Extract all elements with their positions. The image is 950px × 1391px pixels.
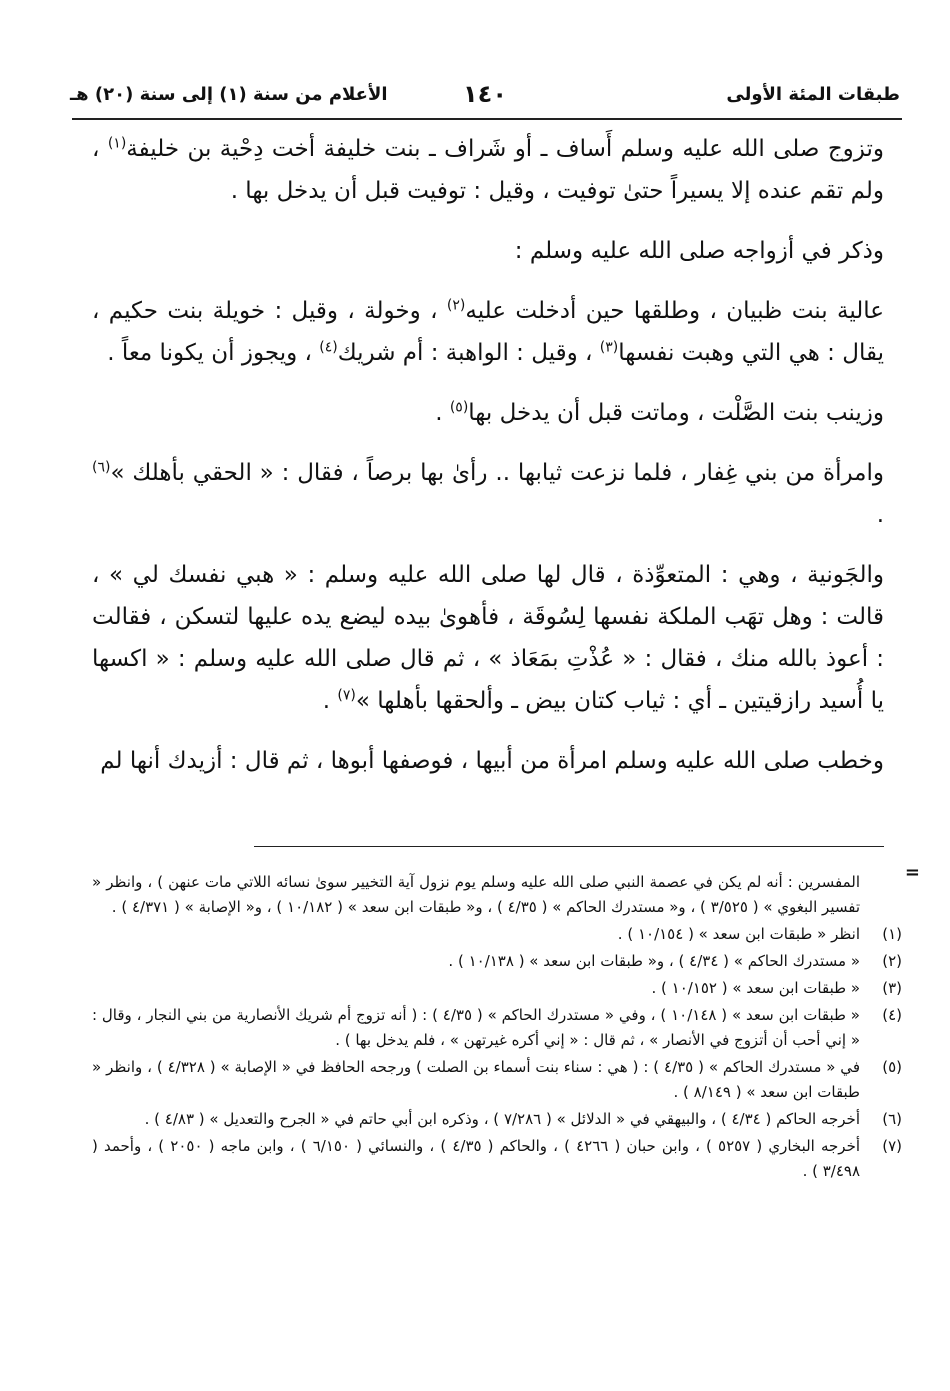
footnote-ref: (٤) bbox=[319, 339, 338, 356]
footnote-ref: (٦) bbox=[92, 459, 111, 476]
footnote-text: « طبقات ابن سعد » ( ١٠/١٥٢ ) . bbox=[651, 979, 860, 997]
footnote-text: أخرجه الحاكم ( ٤/٣٤ ) ، والبيهقي في « الدلائل » ( ٧/٢٨٦ ) ، وذكره ابن أبي حاتم في « الجرح والتعديل » ( ٤/٨٣ ) . bbox=[144, 1110, 860, 1128]
paragraph-text: ، وخولة ، وقيل : خويلة بنت حكيم ، يقال : هي التي وهبت نفسها bbox=[92, 298, 884, 366]
footnote-number: (٣) bbox=[882, 979, 902, 997]
paragraph bbox=[92, 230, 884, 272]
page-number: ١٤٠ bbox=[463, 80, 507, 108]
paragraph-text: والجَونية ، وهي : المتعوِّذة ، قال لها صلى الله عليه وسلم : « هبي نفسك لي » ، قالت : وهل تهَب الملكة نفسها لِسُوقَة ، فأهوىٰ بيده ليضع يده عليها لتسكن ، فقالت : أعوذ بالله منك ، فقال : « عُذْتِ بمَعَاذ » ، ثم قال صلى الله عليه وسلم : « اكسها يا أُسيد رازقيتين ـ أي : ثياب كتان بيض ـ وألحقها بأهلها » bbox=[92, 562, 884, 714]
footnote-ref: (٥) bbox=[449, 399, 469, 416]
footnote-ref: (٢) bbox=[446, 297, 466, 314]
footnote-text: « مستدرك الحاكم » ( ٤/٣٤ ) ، و« طبقات ابن سعد » ( ١٠/١٣٨ ) . bbox=[448, 952, 860, 970]
paragraph-text: ، ولم تقم عنده إلا يسيراً حتىٰ توفيت ، وقيل : توفيت قبل أن يدخل بها . bbox=[92, 136, 884, 204]
paragraph-text: وامرأة من بني غِفار ، فلما نزعت ثيابها .. رأىٰ بها برصاً ، فقال : « الحقي بأهلك » bbox=[110, 460, 884, 486]
footnote-number: (٦) bbox=[882, 1110, 902, 1128]
footnote-ref: (١) bbox=[107, 135, 127, 152]
paragraph bbox=[92, 554, 884, 722]
footnote bbox=[92, 1107, 902, 1132]
paragraph bbox=[92, 290, 884, 374]
footnote-text: « طبقات ابن سعد » ( ١٠/١٤٨ ) ، وفي « مستدرك الحاكم » ( ٤/٣٥ ) : ( أنه تزوج أم شريك الأنصارية من بني النجار ، وقال : « إني أحب أن أتزوج في الأنصار » ، ثم قال : « إني أكره غيرتهن » ، فلم يدخل بها ) . bbox=[92, 1006, 860, 1049]
continuation-mark: = bbox=[904, 862, 920, 883]
book-title: طبقات المئة الأولى bbox=[726, 84, 900, 105]
footnote-number: (١) bbox=[882, 925, 902, 943]
paragraph bbox=[92, 128, 884, 212]
paragraph-text: عالية بنت ظبيان ، وطلقها حين أدخلت عليه bbox=[465, 298, 885, 324]
footnote-number bbox=[860, 870, 902, 920]
main-text bbox=[92, 128, 884, 800]
paragraph-text: . bbox=[435, 400, 450, 426]
footnote bbox=[92, 1003, 902, 1053]
footnote bbox=[92, 1055, 902, 1105]
header-rule bbox=[72, 118, 902, 120]
footnote-separator bbox=[254, 846, 884, 847]
paragraph-text: ، وقيل : الواهبة : أم شريك bbox=[337, 340, 600, 366]
footnote-number: (٥) bbox=[882, 1058, 902, 1076]
footnote bbox=[92, 922, 902, 947]
paragraph-text: . bbox=[322, 688, 338, 714]
footnote-text: المفسرين : أنه لم يكن في عصمة النبي صلى الله عليه وسلم يوم نزول آية التخيير سوىٰ نسائه اللاتي مات عنهن ) ، وانظر « تفسير البغوي » ( ٣/٥٢٥ ) ، و« مستدرك الحاكم » ( ٤/٣٥ ) ، و« طبقات ابن سعد » ( ١٠/١٨٢ ) ، و« الإصابة » ( ٤/٣٧١ ) . bbox=[92, 873, 860, 916]
footnote bbox=[92, 870, 902, 920]
footnote-text: أخرجه البخاري ( ٥٢٥٧ ) ، وابن حبان ( ٤٢٦٦ ) ، والحاكم ( ٤/٣٥ ) ، والنسائي ( ٦/١٥٠ ) ، وابن ماجه ( ٢٠٥٠ ) ، وأحمد ( ٣/٤٩٨ ) . bbox=[92, 1137, 861, 1180]
footnote-ref: (٧) bbox=[337, 687, 356, 704]
footnote-text: في « مستدرك الحاكم » ( ٤/٣٥ ) : ( هي : سناء بنت أسماء بن الصلت ) ورجحه الحافظ في « الإصابة » ( ٤/٣٢٨ ) ، وانظر « طبقات ابن سعد » ( ٨/١٤٩ ) . bbox=[92, 1058, 860, 1101]
footnote-number: (٧) bbox=[882, 1137, 902, 1155]
footnote bbox=[92, 976, 902, 1001]
footnotes bbox=[92, 870, 902, 1186]
footnote bbox=[92, 1134, 902, 1184]
footnote-number: (٢) bbox=[882, 952, 902, 970]
section-title: الأعلام من سنة (١) إلى سنة (٢٠) هـ bbox=[70, 84, 388, 105]
paragraph-text: . bbox=[876, 502, 884, 528]
footnote-ref: (٣) bbox=[599, 339, 619, 356]
paragraph-text: وزينب بنت الصَّلْت ، وماتت قبل أن يدخل بها bbox=[468, 400, 884, 426]
paragraph bbox=[92, 452, 884, 536]
footnote-text: انظر « طبقات ابن سعد » ( ١٠/١٥٤ ) . bbox=[617, 925, 860, 943]
footnote bbox=[92, 949, 902, 974]
paragraph-text: وخطب صلى الله عليه وسلم امرأة من أبيها ، فوصفها أبوها ، ثم قال : أزيدك أنها لم bbox=[100, 748, 884, 774]
page-header bbox=[70, 78, 900, 112]
paragraph bbox=[92, 392, 884, 434]
paragraph bbox=[92, 740, 884, 782]
paragraph-text: وذكر في أزواجه صلى الله عليه وسلم : bbox=[514, 238, 884, 264]
paragraph-text: ، ويجوز أن يكونا معاً . bbox=[107, 340, 320, 366]
footnote-number: (٤) bbox=[882, 1006, 902, 1024]
paragraph-text: وتزوج صلى الله عليه وسلم أَساف ـ أو شَراف ـ بنت خليفة أخت دِحْية بن خليفة bbox=[126, 136, 884, 162]
